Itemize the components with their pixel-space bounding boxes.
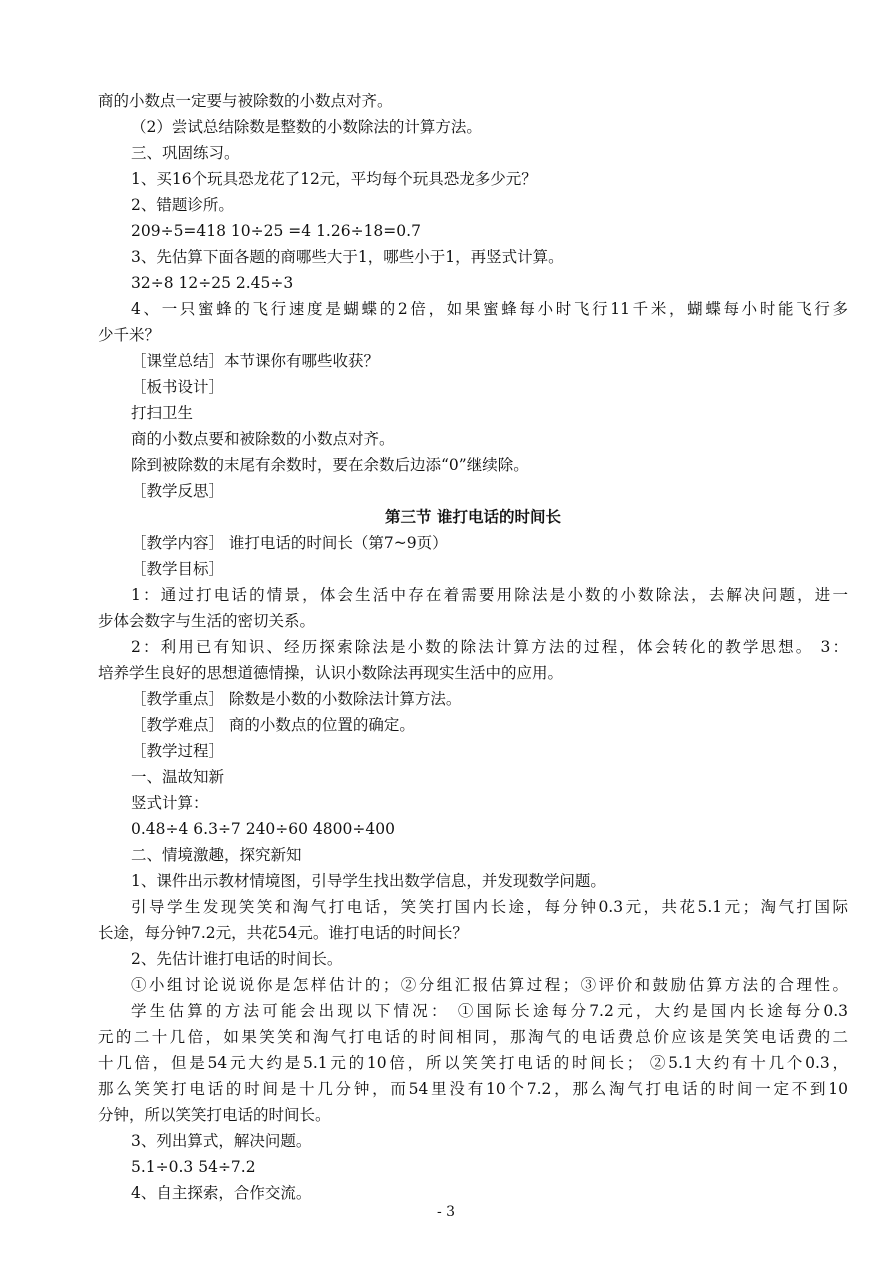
equation-line: 5.1÷0.3 54÷7.2 [131,1158,256,1176]
text-line: 步体会数字与生活的密切关系。 [98,612,316,630]
text-line: ［教学内容］ 谁打电话的时间长（第7~9页） [131,534,448,552]
text-line: 2、错题诊所。 [131,196,234,214]
text-line: 4、一只蜜蜂的飞行速度是蝴蝶的2倍，如果蜜蜂每小时飞行11千米，蝴蝶每小时能飞行多 [131,300,848,318]
section-title: 第三节 谁打电话的时间长 [385,507,561,526]
text-line: ［课堂总结］本节课你有哪些收获？ [131,352,380,370]
text-line: 学生估算的方法可能会出现以下情况： ①国际长途每分7.2元，大约是国内长途每分0.3 [131,1002,848,1020]
text-line: 2：利用已有知识、经历探索除法是小数的除法计算方法的过程，体会转化的教学思想。 3： [131,638,848,656]
section-heading: 一、温故知新 [131,768,225,786]
text-line: 3、列出算式，解决问题。 [131,1132,312,1150]
text-line: （2）尝试总结除数是整数的小数除法的计算方法。 [131,118,482,136]
equation-line: 0.48÷4 6.3÷7 240÷60 4800÷400 [131,820,395,838]
text-line: 少千米？ [98,326,161,344]
text-line: ［教学过程］ [131,742,225,760]
text-line: 1、买16个玩具恐龙花了12元，平均每个玩具恐龙多少元？ [131,170,537,188]
text-line: 引导学生发现笑笑和淘气打电话，笑笑打国内长途，每分钟0.3元，共花5.1元；淘气打国际 [131,898,848,916]
text-line: 1：通过打电话的情景，体会生活中存在着需要用除法是小数的小数除法，去解决问题，进一 [131,586,848,604]
text-line: 培养学生良好的思想道德情操，认识小数除法再现实生活中的应用。 [98,664,564,682]
text-line: ［教学反思］ [131,482,225,500]
text-line: 3、先估算下面各题的商哪些大于1，哪些小于1，再竖式计算。 [131,248,564,266]
text-line: 分钟，所以笑笑打电话的时间长。 [98,1106,331,1124]
text-line: 除到被除数的末尾有余数时，要在余数后边添“0”继续除。 [131,456,529,474]
text-line: ［教学目标］ [131,560,225,578]
section-heading: 二、情境激趣，探究新知 [131,846,302,864]
text-line: 长途，每分钟7.2元，共花54元。谁打电话的时间长？ [98,924,468,942]
text-line: 商的小数点一定要与被除数的小数点对齐。 [98,92,393,110]
text-line: ［教学重点］ 除数是小数的小数除法计算方法。 [131,690,462,708]
equation-line: 32÷8 12÷25 2.45÷3 [131,274,294,292]
section-heading: 三、巩固练习。 [131,144,240,162]
text-line: 打扫卫生 [131,404,194,422]
text-line: 商的小数点要和被除数的小数点对齐。 [131,430,395,448]
text-line: ［板书设计］ [131,378,225,396]
text-line: 那么笑笑打电话的时间是十几分钟，而54里没有10个7.2，那么淘气打电话的时间一定不到10 [98,1080,848,1098]
page-number: - 3 [436,1204,456,1220]
text-line: 4、自主探索，合作交流。 [131,1184,312,1202]
text-line: ①小组讨论说说你是怎样估计的；②分组汇报估算过程；③评价和鼓励估算方法的合理性。 [131,976,848,994]
equation-line: 209÷5=418 10÷25 =4 1.26÷18=0.7 [131,222,421,240]
text-line: 2、先估计谁打电话的时间长。 [131,950,343,968]
text-line: 十几倍，但是54元大约是5.1元的10倍，所以笑笑打电话的时间长； ②5.1大约有十几个0.3， [98,1054,848,1072]
text-line: 竖式计算： [131,794,209,812]
text-line: ［教学难点］ 商的小数点的位置的确定。 [131,716,415,734]
text-line: 元的二十几倍，如果笑笑和淘气打电话的时间相同，那淘气的电话费总价应该是笑笑电话费的二 [98,1028,848,1046]
text-line: 1、课件出示教材情境图，引导学生找出数学信息，并发现数学问题。 [131,872,606,890]
